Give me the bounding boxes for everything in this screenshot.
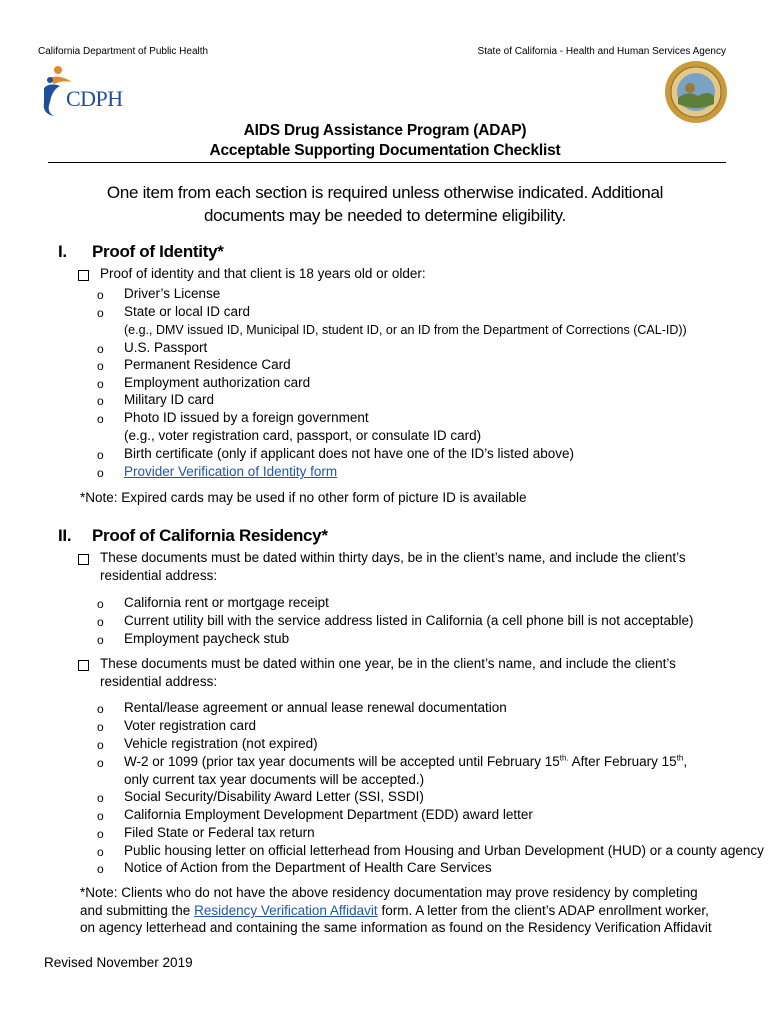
title-line-1: AIDS Drug Assistance Program (ADAP) (243, 122, 527, 139)
bullet: o (97, 791, 104, 805)
bullet: o (97, 359, 104, 373)
note-text-b: form. A letter from the client’s ADAP enrollment worker, (377, 903, 709, 918)
revised-date: Revised November 2019 (44, 955, 193, 970)
list-item: Voter registration card (124, 718, 257, 733)
bullet: o (97, 394, 104, 408)
list-item: U.S. Passport (124, 340, 208, 355)
list-item: Filed State or Federal tax return (124, 825, 315, 840)
residency-affidavit-link[interactable]: Residency Verification Affidavit (194, 903, 378, 918)
section1-checkbox-label: Proof of identity and that client is 18 years old or older: (100, 266, 426, 281)
w2-sup-1: th. (559, 753, 569, 763)
logo-text: CDPH (66, 86, 123, 111)
group1-line-1: These documents must be dated within thirty days, be in the client’s name, and include the client’s (100, 550, 686, 565)
bullet: o (97, 720, 104, 734)
list-item: Vehicle registration (not expired) (124, 736, 318, 751)
bullet: o (97, 845, 104, 859)
header-left: California Department of Public Health (38, 46, 209, 57)
section2-checkbox-30days[interactable] (78, 554, 89, 565)
bullet: o (97, 466, 104, 480)
intro-line-1: One item from each section is required unless otherwise indicated. Additional (106, 183, 664, 202)
list-item: State or local ID card (124, 304, 251, 319)
bullet: o (97, 412, 104, 426)
bullet: o (97, 738, 104, 752)
list-item: Notice of Action from the Department of Health Care Services (124, 860, 492, 875)
section1-number: I. (58, 242, 67, 261)
list-item: Military ID card (124, 392, 215, 407)
section1-checkbox[interactable] (78, 270, 89, 281)
w2-text-a: W-2 or 1099 (prior tax year documents will be accepted until February 15 (124, 754, 560, 769)
section2-note-line-2 (80, 903, 709, 918)
list-item-example: (e.g., voter registration card, passport, or consulate ID card) (124, 428, 482, 443)
section2-title: Proof of California Residency* (92, 526, 328, 545)
list-item: Public housing letter on official letterhead from Housing and Urban Development (HUD) or a county agency (124, 843, 764, 858)
provider-verification-link[interactable]: Provider Verification of Identity form (124, 464, 338, 479)
bullet: o (97, 306, 104, 320)
list-item-w2 (124, 754, 687, 769)
list-item-example: (e.g., DMV issued ID, Municipal ID, student ID, or an ID from the Department of Corrections (CAL-ID)) (124, 323, 687, 337)
list-item: Permanent Residence Card (124, 357, 291, 372)
w2-sup-2: th (676, 753, 684, 763)
bullet: o (97, 633, 104, 647)
list-item: Driver’s License (124, 286, 221, 301)
list-item: Social Security/Disability Award Letter (SSI, SSDI) (124, 789, 424, 804)
header-right: State of California - Health and Human Services Agency (477, 46, 726, 57)
bullet: o (97, 597, 104, 611)
title-divider (48, 162, 726, 163)
title-line-2: Acceptable Supporting Documentation Checklist (209, 142, 561, 159)
bullet: o (97, 809, 104, 823)
bullet: o (97, 756, 104, 770)
list-item: California Employment Development Department (EDD) award letter (124, 807, 533, 822)
bullet: o (97, 827, 104, 841)
bullet: o (97, 377, 104, 391)
bullet: o (97, 288, 104, 302)
list-item: Current utility bill with the service address listed in California (a cell phone bill is not acceptable) (124, 613, 694, 628)
list-item: California rent or mortgage receipt (124, 595, 329, 610)
list-item: Employment paycheck stub (124, 631, 290, 646)
bullet: o (97, 702, 104, 716)
group1-line-2: residential address: (100, 568, 218, 583)
intro-line-2: documents may be needed to determine eligibility. (203, 206, 567, 225)
list-item-w2-continued: only current tax year documents will be accepted.) (124, 772, 425, 787)
section2-note-line-3: on agency letterhead and containing the same information as found on the Residency Verification Affidavit (80, 920, 712, 935)
bullet: o (97, 615, 104, 629)
note-text-a: and submitting the (80, 903, 195, 918)
section2-number: II. (58, 526, 72, 545)
list-item: Rental/lease agreement or annual lease renewal documentation (124, 700, 507, 715)
state-seal-icon (664, 60, 728, 124)
bullet: o (97, 862, 104, 876)
list-item: Employment authorization card (124, 375, 311, 390)
section1-note: *Note: Expired cards may be used if no other form of picture ID is available (80, 490, 527, 505)
w2-text-b: After February 15 (568, 754, 677, 769)
group2-line-1: These documents must be dated within one year, be in the client’s name, and include the client’s (100, 656, 676, 671)
bullet: o (97, 448, 104, 462)
group2-line-2: residential address: (100, 674, 218, 689)
section2-note-line-1: *Note: Clients who do not have the above residency documentation may prove residency by completing (80, 885, 698, 900)
section2-checkbox-1year[interactable] (78, 660, 89, 671)
list-item: Photo ID issued by a foreign government (124, 410, 369, 425)
bullet: o (97, 342, 104, 356)
w2-text-c: , (683, 754, 688, 769)
list-item: Birth certificate (only if applicant does not have one of the ID’s listed above) (124, 446, 575, 461)
section1-title: Proof of Identity* (92, 242, 224, 261)
